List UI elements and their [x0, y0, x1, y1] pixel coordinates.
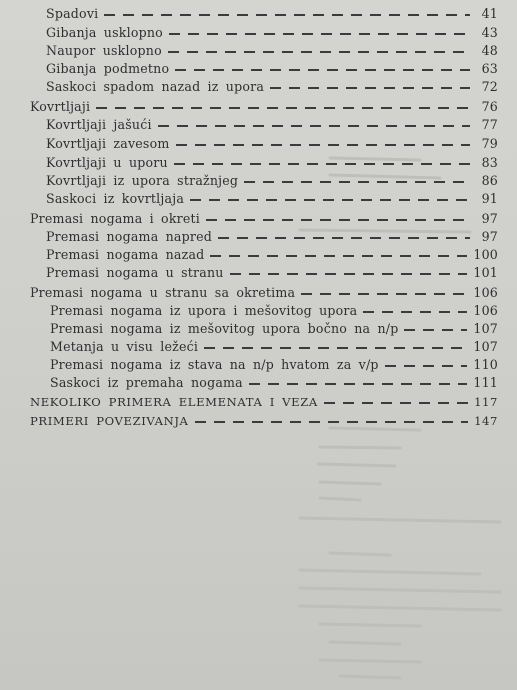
dash-leader	[385, 365, 468, 367]
toc-entry	[46, 61, 498, 76]
toc-entry-title: Premasi nogama napred	[46, 229, 213, 244]
toc-entry-title: Gibanja usklopno	[46, 25, 163, 40]
dash-leader	[174, 163, 470, 165]
toc-entry-title: Saskoci spadom nazad iz upora	[46, 79, 265, 94]
dash-leader	[195, 421, 469, 423]
toc-entry-title: Saskoci iz kovrtljaja	[46, 191, 185, 206]
toc-section	[30, 99, 498, 114]
dash-leader	[204, 347, 467, 349]
toc-entry	[46, 79, 498, 94]
toc-entry	[46, 229, 498, 244]
toc-entry-page: 97	[481, 229, 498, 244]
toc-entry-page: 97	[481, 211, 498, 226]
toc-entry-title: Kovrtljaji zavesom	[46, 136, 170, 151]
toc-entry-page: 106	[473, 303, 498, 318]
toc-entry-page: 79	[481, 136, 498, 151]
toc-entry-page: 43	[481, 25, 498, 40]
dash-leader	[210, 255, 467, 257]
toc-entry	[46, 173, 498, 188]
toc-entry-title: NEKOLIKO PRIMERA ELEMENATA I VEZA	[30, 395, 318, 409]
toc-entry-page: 86	[481, 173, 498, 188]
dash-leader	[206, 219, 470, 221]
dash-leader	[96, 107, 470, 109]
toc-entry-page: 111	[473, 375, 498, 390]
toc-entry-title: Saskoci iz premaha nogama	[50, 375, 243, 390]
toc-entry-title: Kovrtljaji	[30, 99, 91, 114]
toc-entry	[46, 117, 498, 132]
toc-entry-page: 107	[473, 321, 498, 336]
toc-entry-title: Kovrtljaji iz upora stražnjeg	[46, 173, 239, 188]
toc-entry	[50, 375, 498, 390]
toc-entry-title: Premasi nogama u stranu	[46, 265, 224, 280]
dash-leader	[169, 33, 470, 35]
dash-leader	[244, 181, 470, 183]
toc-entry-title: Premasi nogama iz stava na n/p hvatom za v/p	[50, 357, 379, 372]
toc-entry-page: 77	[481, 117, 498, 132]
dash-leader	[270, 87, 470, 89]
toc-entry	[50, 339, 498, 354]
toc-entry-page: 100	[473, 247, 498, 262]
toc-entry-page: 106	[473, 285, 498, 300]
toc-entry-title: Premasi nogama i okreti	[30, 211, 201, 226]
toc-entry	[46, 25, 498, 40]
toc-chapter	[30, 414, 498, 428]
toc-entry-page: 48	[481, 43, 498, 58]
toc-section	[30, 285, 498, 300]
toc-entry-title: Naupor usklopno	[46, 43, 162, 58]
dash-leader	[218, 237, 470, 239]
toc-entry	[46, 136, 498, 151]
toc-entry-page: 76	[481, 99, 498, 114]
toc-entry	[50, 321, 498, 336]
toc-entry-title: Premasi nogama nazad	[46, 247, 205, 262]
toc-entry-page: 117	[474, 395, 498, 409]
toc-entry-page: 101	[473, 265, 498, 280]
toc-chapter	[30, 395, 498, 409]
toc-entry	[50, 357, 498, 372]
toc-entry-page: 110	[473, 357, 498, 372]
dash-leader	[324, 402, 468, 404]
dash-leader	[168, 51, 470, 53]
toc-entry-title: Premasi nogama u stranu sa okretima	[30, 285, 296, 300]
toc-entry-title: Spadovi	[46, 6, 99, 21]
dash-leader	[190, 199, 470, 201]
toc-entry-page: 72	[481, 79, 498, 94]
toc-entry-page: 107	[473, 339, 498, 354]
toc-entry	[46, 191, 498, 206]
dash-leader	[176, 144, 470, 146]
dash-leader	[249, 383, 467, 385]
toc-entry-page: 63	[481, 61, 498, 76]
toc-entry-title: Kovrtljaji jašući	[46, 117, 152, 132]
toc-entry-title: PRIMERI POVEZIVANJA	[30, 414, 189, 428]
toc-entry	[50, 303, 498, 318]
dash-leader	[363, 311, 467, 313]
toc-entry	[46, 6, 498, 21]
toc-entry-page: 147	[474, 414, 498, 428]
dash-leader	[301, 293, 467, 295]
dash-leader	[158, 125, 470, 127]
toc-entry	[46, 43, 498, 58]
toc-entry-page: 41	[481, 6, 498, 21]
dash-leader	[404, 329, 467, 331]
toc-entry-title: Metanja u visu ležeći	[50, 339, 199, 354]
toc-entry-title: Kovrtljaji u uporu	[46, 155, 168, 170]
toc-entry	[46, 155, 498, 170]
toc-entry-title: Gibanja podmetno	[46, 61, 170, 76]
dash-leader	[230, 273, 468, 275]
toc-entry	[46, 265, 498, 280]
toc-entry	[46, 247, 498, 262]
dash-leader	[175, 69, 470, 71]
toc-entry-title: Premasi nogama iz mešovitog upora bočno na n/p	[50, 321, 399, 336]
toc-entry-title: Premasi nogama iz upora i mešovitog upora	[50, 303, 358, 318]
dash-leader	[104, 14, 470, 16]
toc-section	[30, 211, 498, 226]
toc-entry-page: 91	[481, 191, 498, 206]
toc-entry-page: 83	[481, 155, 498, 170]
